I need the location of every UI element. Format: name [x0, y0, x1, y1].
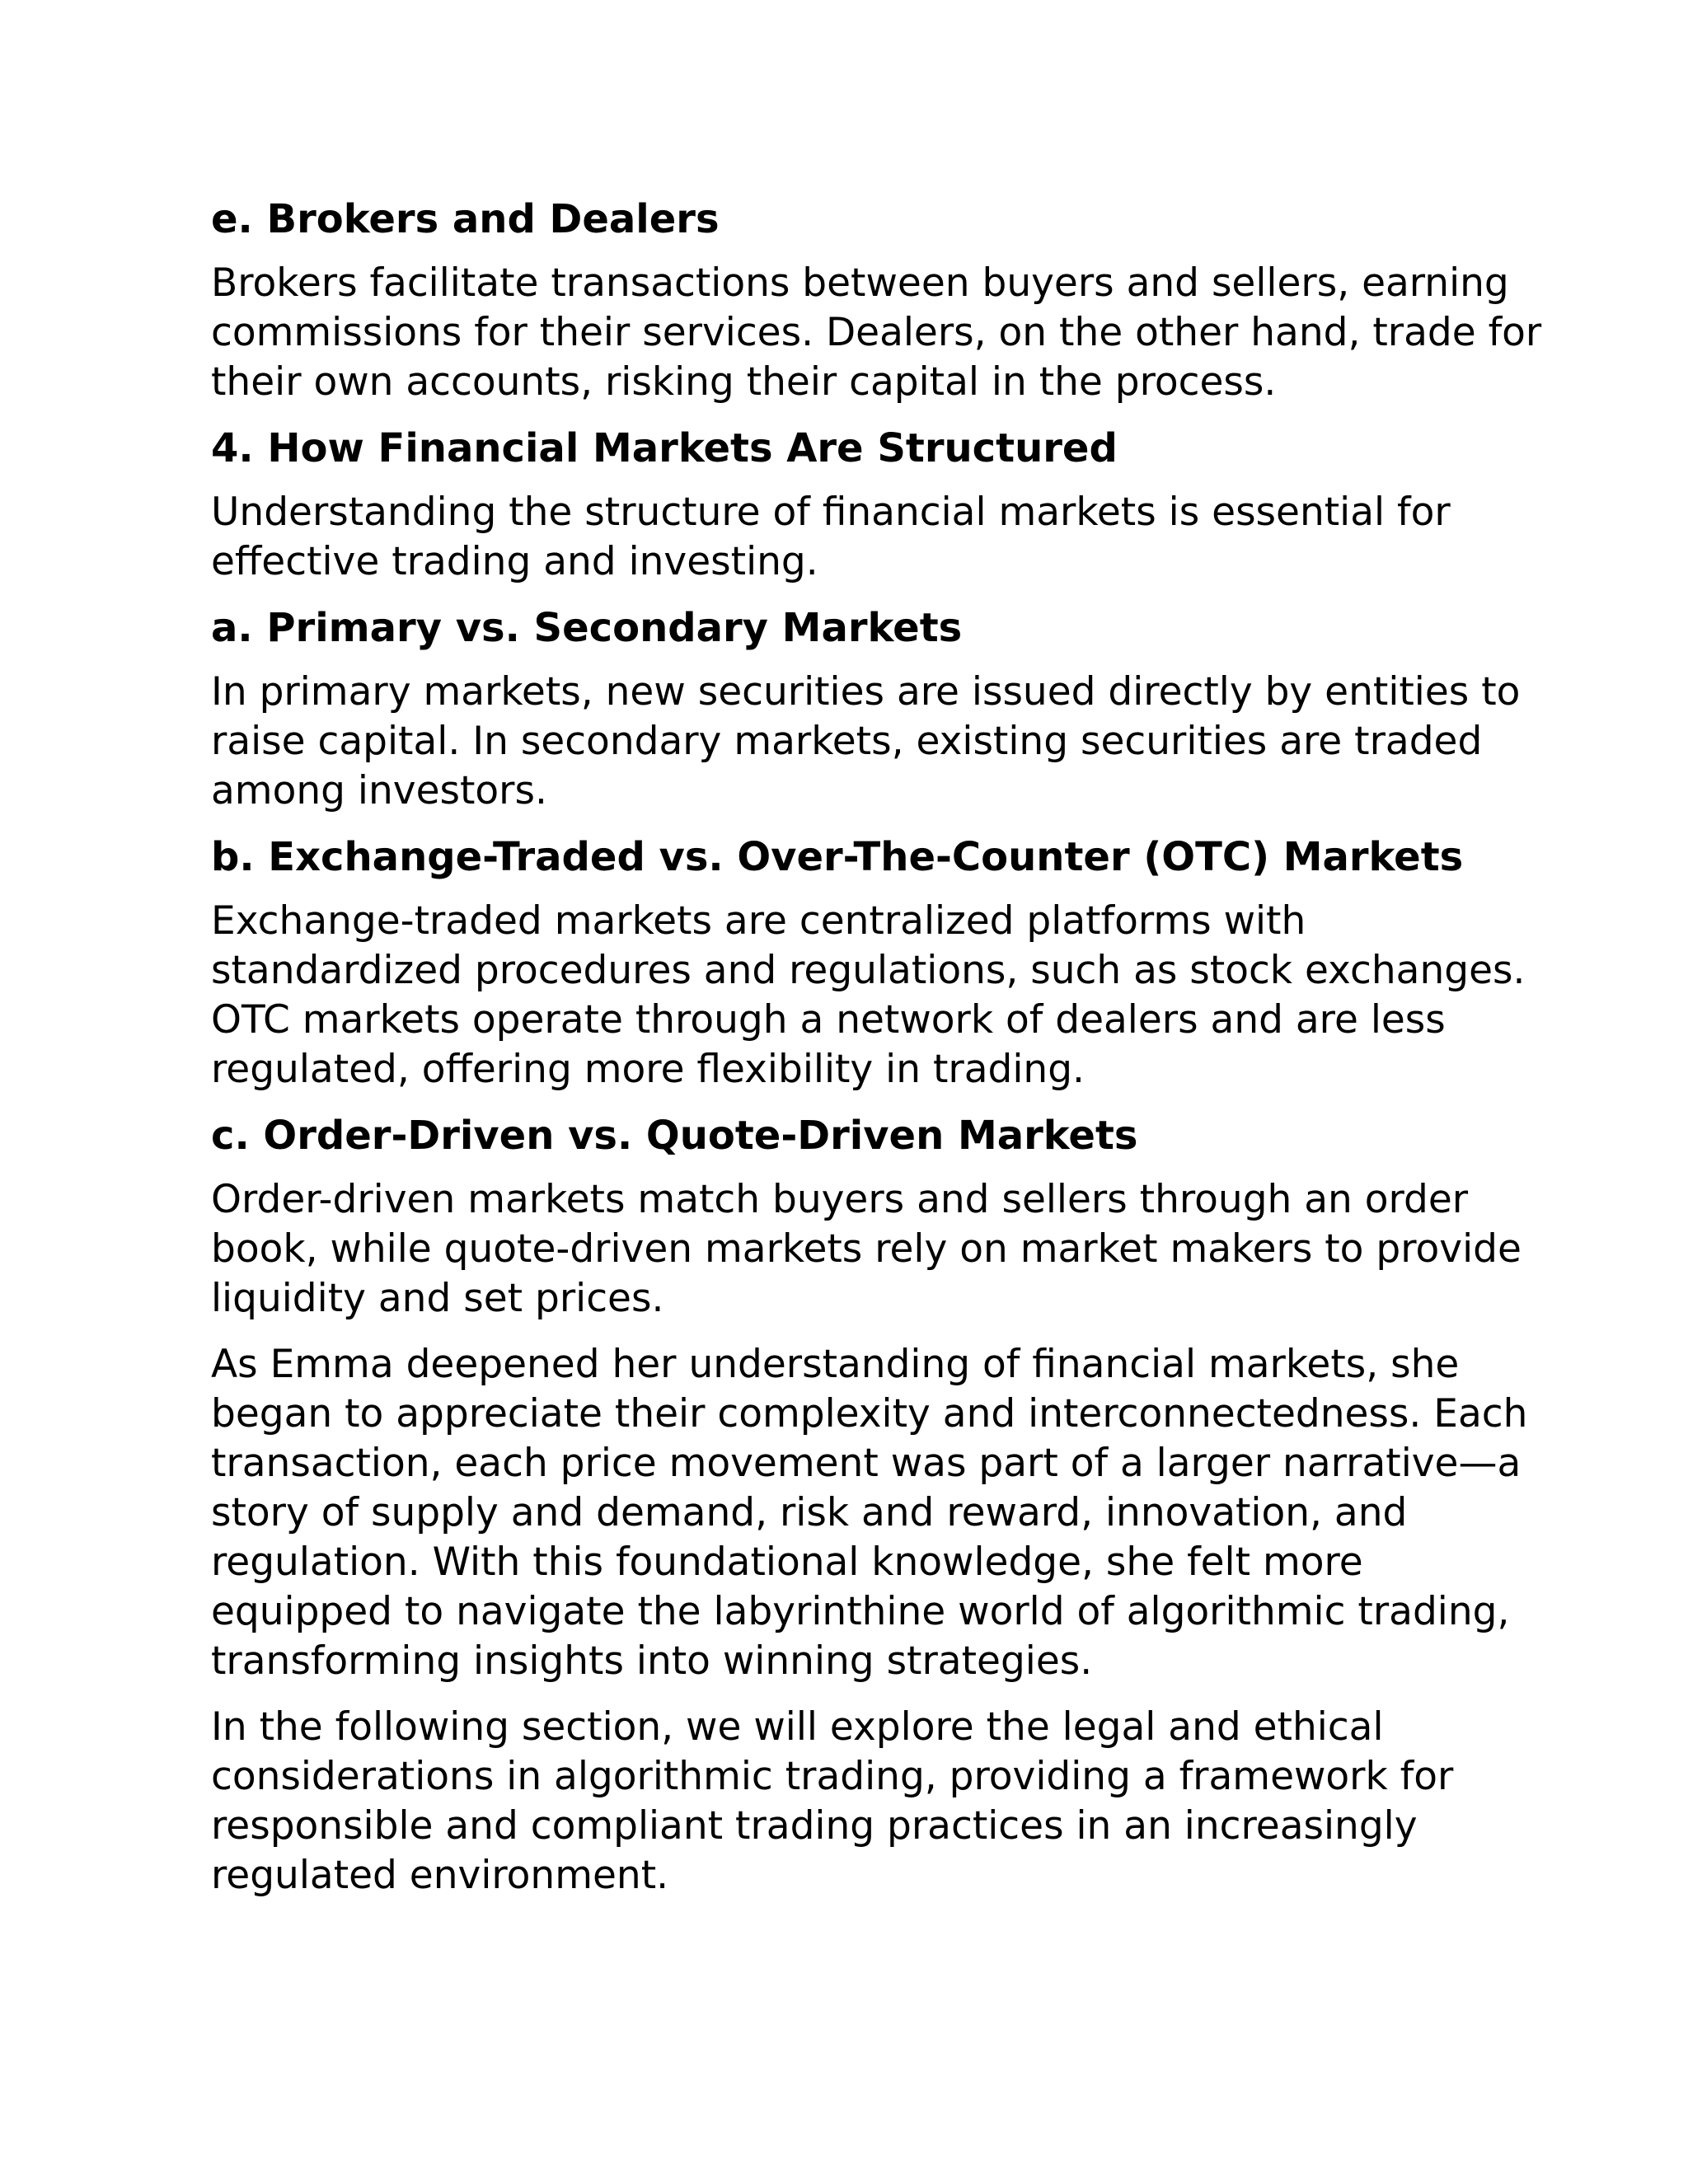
paragraph-line: standardized procedures and regulations, such as stock exchanges. [211, 948, 1526, 993]
paragraph-line: commissions for their services. Dealers, on the other hand, trade for [211, 310, 1542, 355]
heading-primary-secondary: a. Primary vs. Secondary Markets [211, 605, 963, 651]
paragraph-emma-reflection [211, 1340, 1528, 1686]
paragraph-line: began to appreciate their complexity and interconnectedness. Each [211, 1391, 1528, 1436]
paragraph-line: Exchange-traded markets are centralized platforms with [211, 898, 1306, 944]
paragraph-line: Order-driven markets match buyers and sellers through an order [211, 1177, 1469, 1222]
paragraph-brokers-dealers [211, 259, 1542, 407]
paragraph-line: As Emma deepened her understanding of financial markets, she [211, 1342, 1460, 1387]
paragraph-line: considerations in algorithmic trading, providing a framework for [211, 1754, 1454, 1799]
paragraph-line: In the following section, we will explore the legal and ethical [211, 1704, 1384, 1750]
paragraph-exchange-otc [211, 897, 1526, 1094]
paragraph-line: regulation. With this foundational knowledge, she felt more [211, 1540, 1363, 1585]
paragraph-line: responsible and compliant trading practices in an increasingly [211, 1803, 1418, 1849]
paragraph-line: transaction, each price movement was part of a larger narrative—a [211, 1441, 1522, 1486]
heading-exchange-otc: b. Exchange-Traded vs. Over-The-Counter (OTC) Markets [211, 834, 1464, 880]
paragraph-line: regulated environment. [211, 1853, 669, 1898]
paragraph-line: effective trading and investing. [211, 539, 818, 584]
paragraph-line: book, while quote-driven markets rely on market makers to provide [211, 1226, 1522, 1272]
paragraph-line: Understanding the structure of financial markets is essential for [211, 490, 1451, 535]
heading-order-quote: c. Order-Driven vs. Quote-Driven Markets [211, 1113, 1138, 1159]
paragraph-primary-secondary [211, 668, 1521, 816]
paragraph-line: regulated, offering more flexibility in trading. [211, 1047, 1085, 1092]
paragraph-line: OTC markets operate through a network of dealers and are less [211, 997, 1446, 1043]
paragraph-order-quote [211, 1175, 1522, 1324]
paragraph-line: their own accounts, risking their capital in the process. [211, 359, 1277, 405]
paragraph-line: equipped to navigate the labyrinthine world of algorithmic trading, [211, 1589, 1510, 1634]
paragraph-line: raise capital. In secondary markets, existing securities are traded [211, 719, 1483, 764]
paragraph-next-section [211, 1703, 1497, 1900]
heading-market-structure: 4. How Financial Markets Are Structured [211, 425, 1118, 471]
paragraph-line: liquidity and set prices. [211, 1276, 664, 1321]
heading-brokers-dealers: e. Brokers and Dealers [211, 196, 720, 242]
paragraph-line: Brokers facilitate transactions between buyers and sellers, earning [211, 260, 1509, 306]
paragraph-line: among investors. [211, 768, 547, 813]
paragraph-line: transforming insights into winning strategies. [211, 1638, 1093, 1684]
paragraph-line: story of supply and demand, risk and reward, innovation, and [211, 1490, 1408, 1535]
paragraph-market-structure [211, 488, 1497, 587]
document-body [211, 194, 1542, 1917]
paragraph-line: In primary markets, new securities are issued directly by entities to [211, 669, 1521, 715]
